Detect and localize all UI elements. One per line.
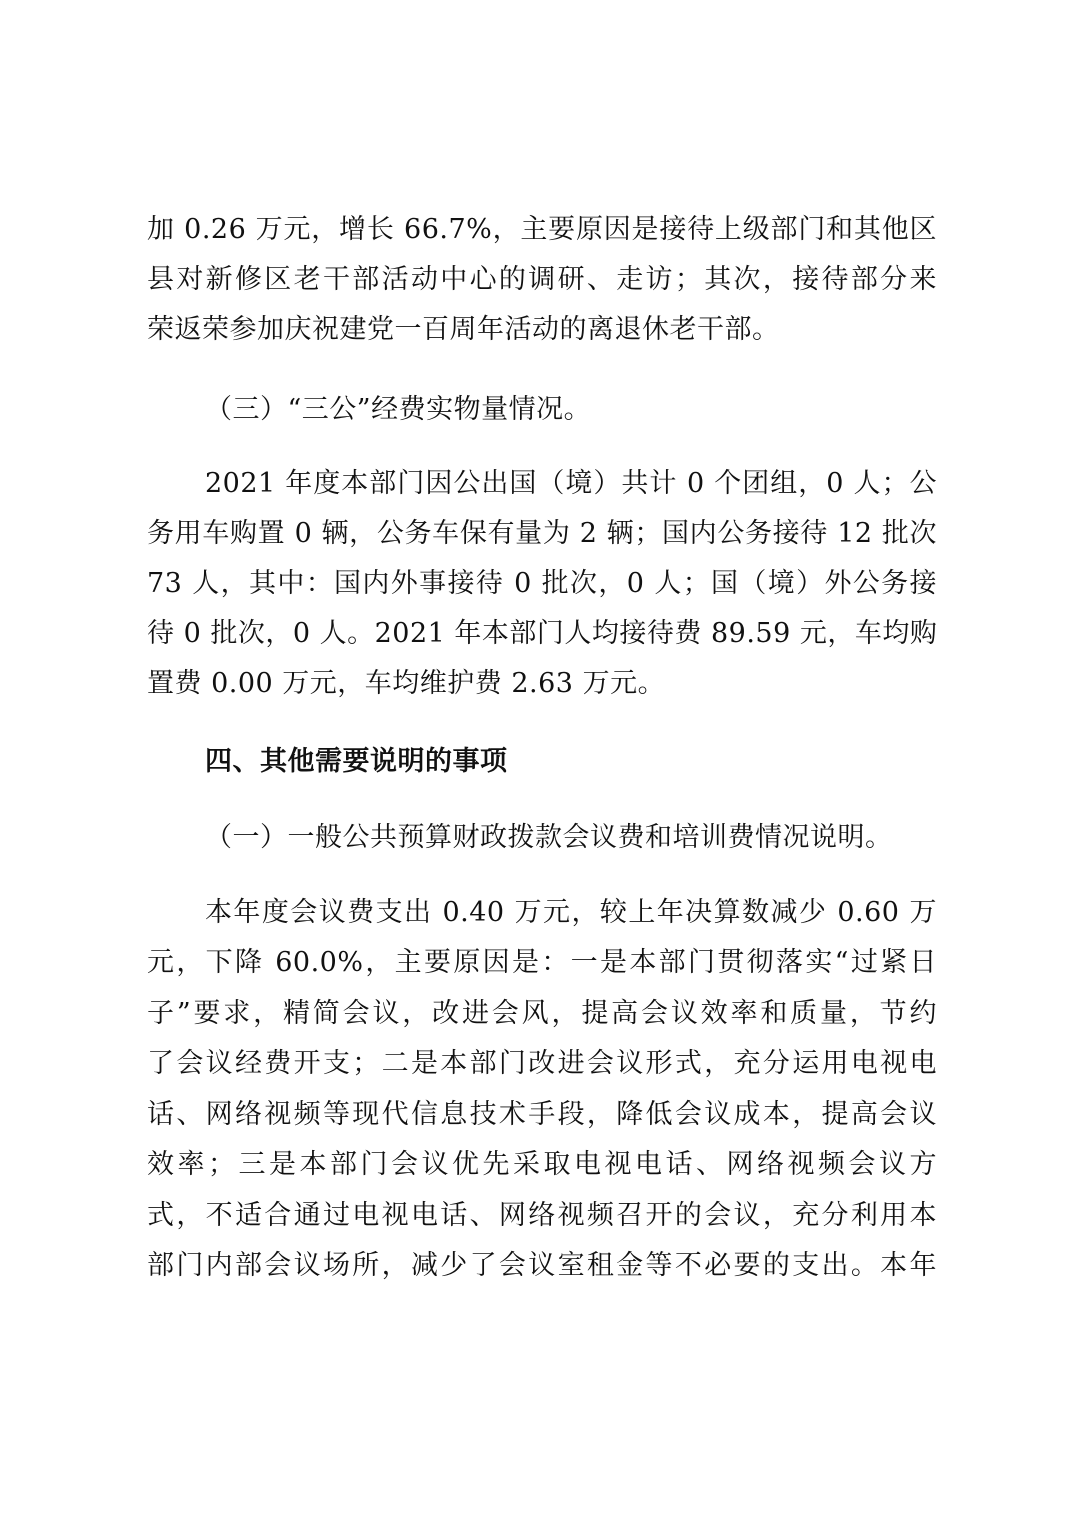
body-text-line: 加 0.26 万元，增长 66.7%，主要原因是接待上级部门和其他区 — [147, 214, 937, 245]
body-text-line: 话、网络视频等现代信息技术手段，降低会议成本，提高会议 — [147, 1099, 937, 1130]
body-text-line: 置费 0.00 万元，车均维护费 2.63 万元。 — [147, 668, 666, 699]
body-text-line: 务用车购置 0 辆，公务车保有量为 2 辆；国内公务接待 12 批次 — [147, 518, 937, 549]
section-heading: 四、其他需要说明的事项 — [205, 746, 508, 777]
body-text-line: 效率；三是本部门会议优先采取电视电话、网络视频会议方 — [147, 1149, 937, 1180]
body-text-line: 待 0 批次，0 人。2021 年本部门人均接待费 89.59 元，车均购 — [147, 618, 938, 649]
subsection-heading: （三）“三公”经费实物量情况。 — [205, 394, 592, 425]
body-text-line: 县对新修区老干部活动中心的调研、走访；其次，接待部分来 — [147, 264, 937, 295]
subsection-heading: （一）一般公共预算财政拨款会议费和培训费情况说明。 — [205, 822, 893, 853]
body-text-line: 2021 年度本部门因公出国（境）共计 0 个团组，0 人；公 — [205, 468, 937, 499]
body-text-line: 式，不适合通过电视电话、网络视频召开的会议，充分利用本 — [147, 1200, 937, 1231]
body-text-line: 部门内部会议场所，减少了会议室租金等不必要的支出。本年 — [147, 1250, 937, 1281]
body-text-line: 元，下降 60.0%，主要原因是：一是本部门贯彻落实“过紧日 — [147, 947, 937, 978]
body-text-line: 73 人，其中：国内外事接待 0 批次，0 人；国（境）外公务接 — [147, 568, 937, 599]
body-text-line: 了会议经费开支；二是本部门改进会议形式，充分运用电视电 — [147, 1048, 937, 1079]
body-text-line: 子”要求，精简会议，改进会风，提高会议效率和质量，节约 — [147, 998, 937, 1029]
body-text-line: 本年度会议费支出 0.40 万元，较上年决算数减少 0.60 万 — [205, 897, 937, 928]
body-text-line: 荣返荣参加庆祝建党一百周年活动的离退休老干部。 — [147, 314, 780, 345]
